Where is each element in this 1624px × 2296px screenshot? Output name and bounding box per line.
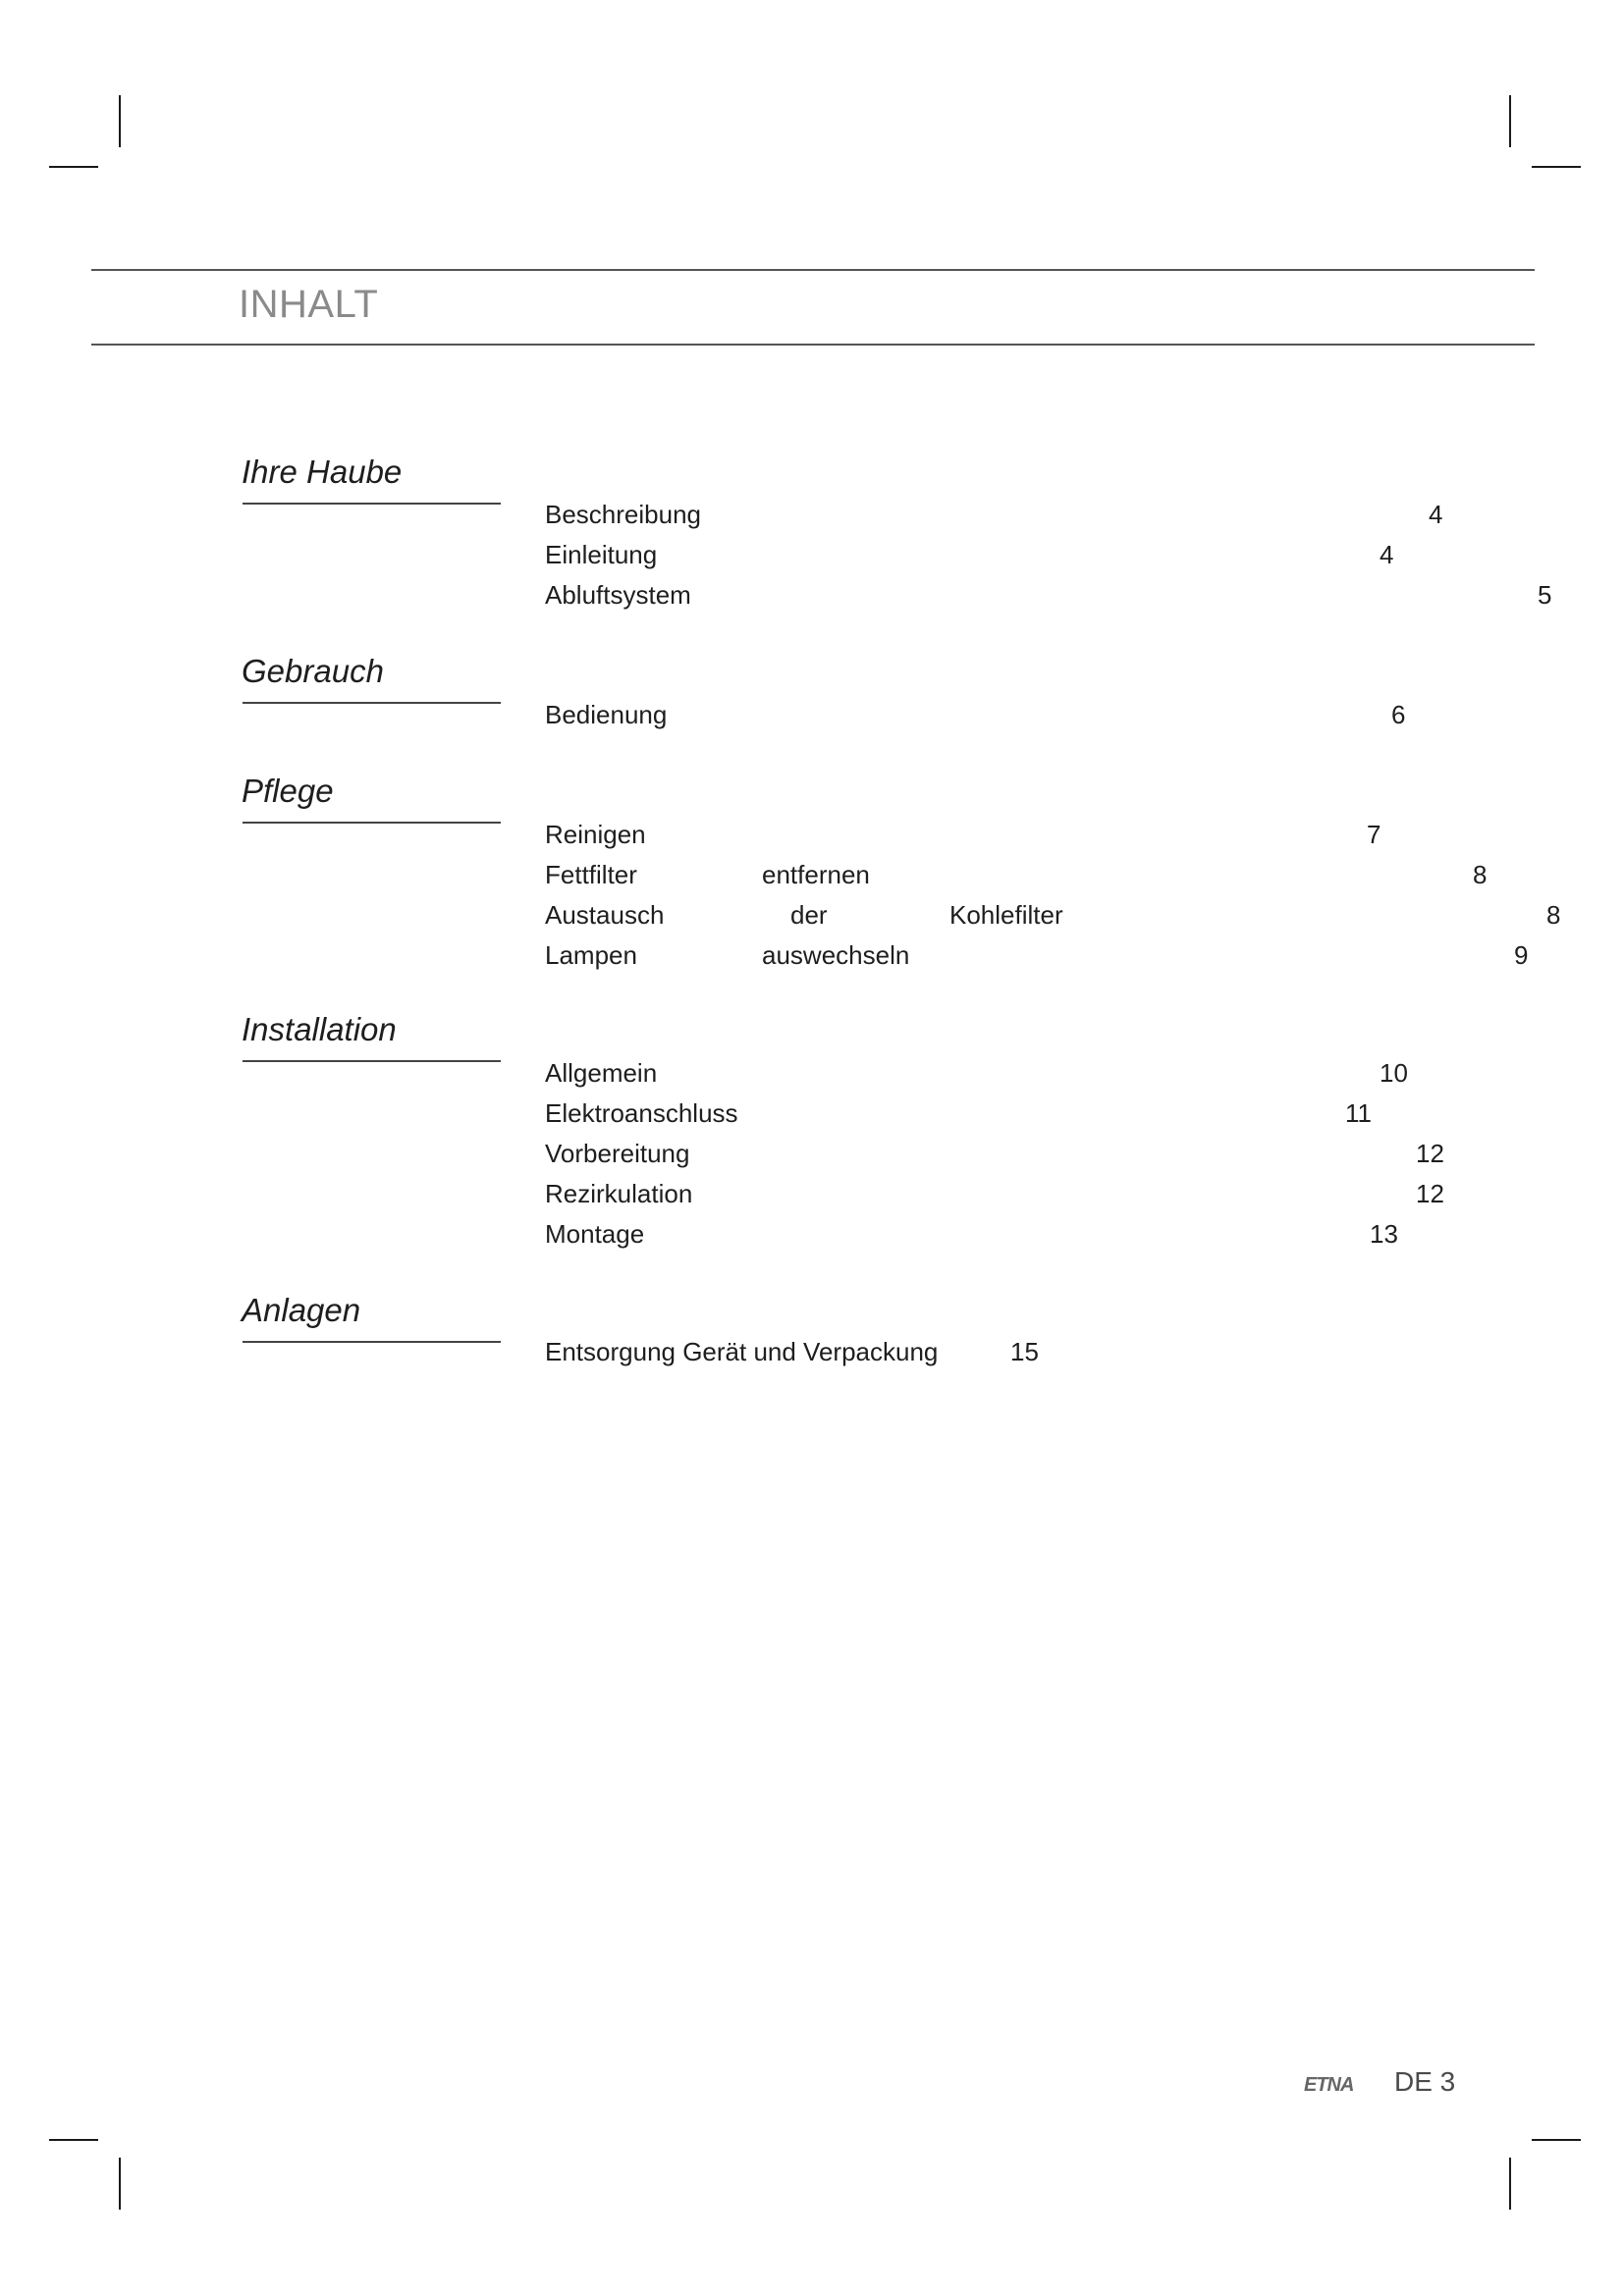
page-number-label: DE 3 — [1394, 2066, 1456, 2097]
section-title-ihre-haube: Ihre Haube — [242, 454, 403, 490]
toc-page-number: 12 — [1416, 1139, 1444, 1168]
section-rule — [243, 1341, 501, 1343]
toc-entry: Entsorgung Gerät und Verpackung — [545, 1337, 939, 1366]
section-rule — [243, 822, 501, 824]
toc-entry: Austausch — [545, 900, 665, 930]
toc-entry: Montage — [545, 1219, 645, 1249]
toc-page-number: 8 — [1546, 900, 1561, 930]
crop-mark — [1532, 2139, 1581, 2141]
crop-mark — [1509, 2158, 1511, 2210]
section-title-installation: Installation — [242, 1011, 397, 1047]
page-title: INHALT — [239, 283, 379, 326]
toc-entry: Abluftsystem — [545, 580, 691, 610]
toc-page-number: 8 — [1473, 860, 1488, 889]
toc-entry: Elektroanschluss — [545, 1098, 738, 1128]
toc-entry: Beschreibung — [545, 500, 701, 529]
toc-entry: Bedienung — [545, 700, 668, 729]
toc-entry: Vorbereitung — [545, 1139, 690, 1168]
section-title-gebrauch: Gebrauch — [242, 653, 384, 689]
crop-mark — [1532, 166, 1581, 168]
toc-entry: Einleitung — [545, 540, 658, 569]
toc-page-number: 9 — [1514, 940, 1529, 970]
toc-page-number: 4 — [1380, 540, 1394, 569]
toc-page-number: 4 — [1429, 500, 1443, 529]
crop-mark — [1509, 95, 1511, 147]
toc-entry: der — [790, 900, 828, 930]
header-top-rule — [91, 269, 1535, 271]
toc-page-number: 10 — [1380, 1058, 1408, 1088]
toc-entry: Rezirkulation — [545, 1179, 693, 1208]
toc-page-number: 7 — [1367, 820, 1381, 849]
section-title-pflege: Pflege — [242, 773, 334, 809]
crop-mark — [119, 2158, 121, 2210]
toc-entry: auswechseln — [762, 940, 910, 970]
toc-entry: Reinigen — [545, 820, 646, 849]
brand-logo: ETNA — [1304, 2074, 1354, 2096]
toc-page-number: 6 — [1391, 700, 1406, 729]
toc-entry: Kohlefilter — [949, 900, 1063, 930]
crop-mark — [119, 95, 121, 147]
toc-entry: Lampen — [545, 940, 637, 970]
toc-page-number: 11 — [1345, 1098, 1372, 1128]
toc-entry: Allgemein — [545, 1058, 658, 1088]
toc-page-number: 12 — [1416, 1179, 1444, 1208]
toc-page-number: 5 — [1538, 580, 1552, 610]
section-title-anlagen: Anlagen — [242, 1292, 361, 1328]
toc-entry: Fettfilter — [545, 860, 637, 889]
toc-page-number: 15 — [1010, 1337, 1039, 1366]
header-bottom-rule — [91, 344, 1535, 346]
section-rule — [243, 702, 501, 704]
crop-mark — [49, 2139, 98, 2141]
crop-mark — [49, 166, 98, 168]
section-rule — [243, 503, 501, 505]
toc-page-number: 13 — [1370, 1219, 1398, 1249]
toc-entry: entfernen — [762, 860, 870, 889]
section-rule — [243, 1060, 501, 1062]
